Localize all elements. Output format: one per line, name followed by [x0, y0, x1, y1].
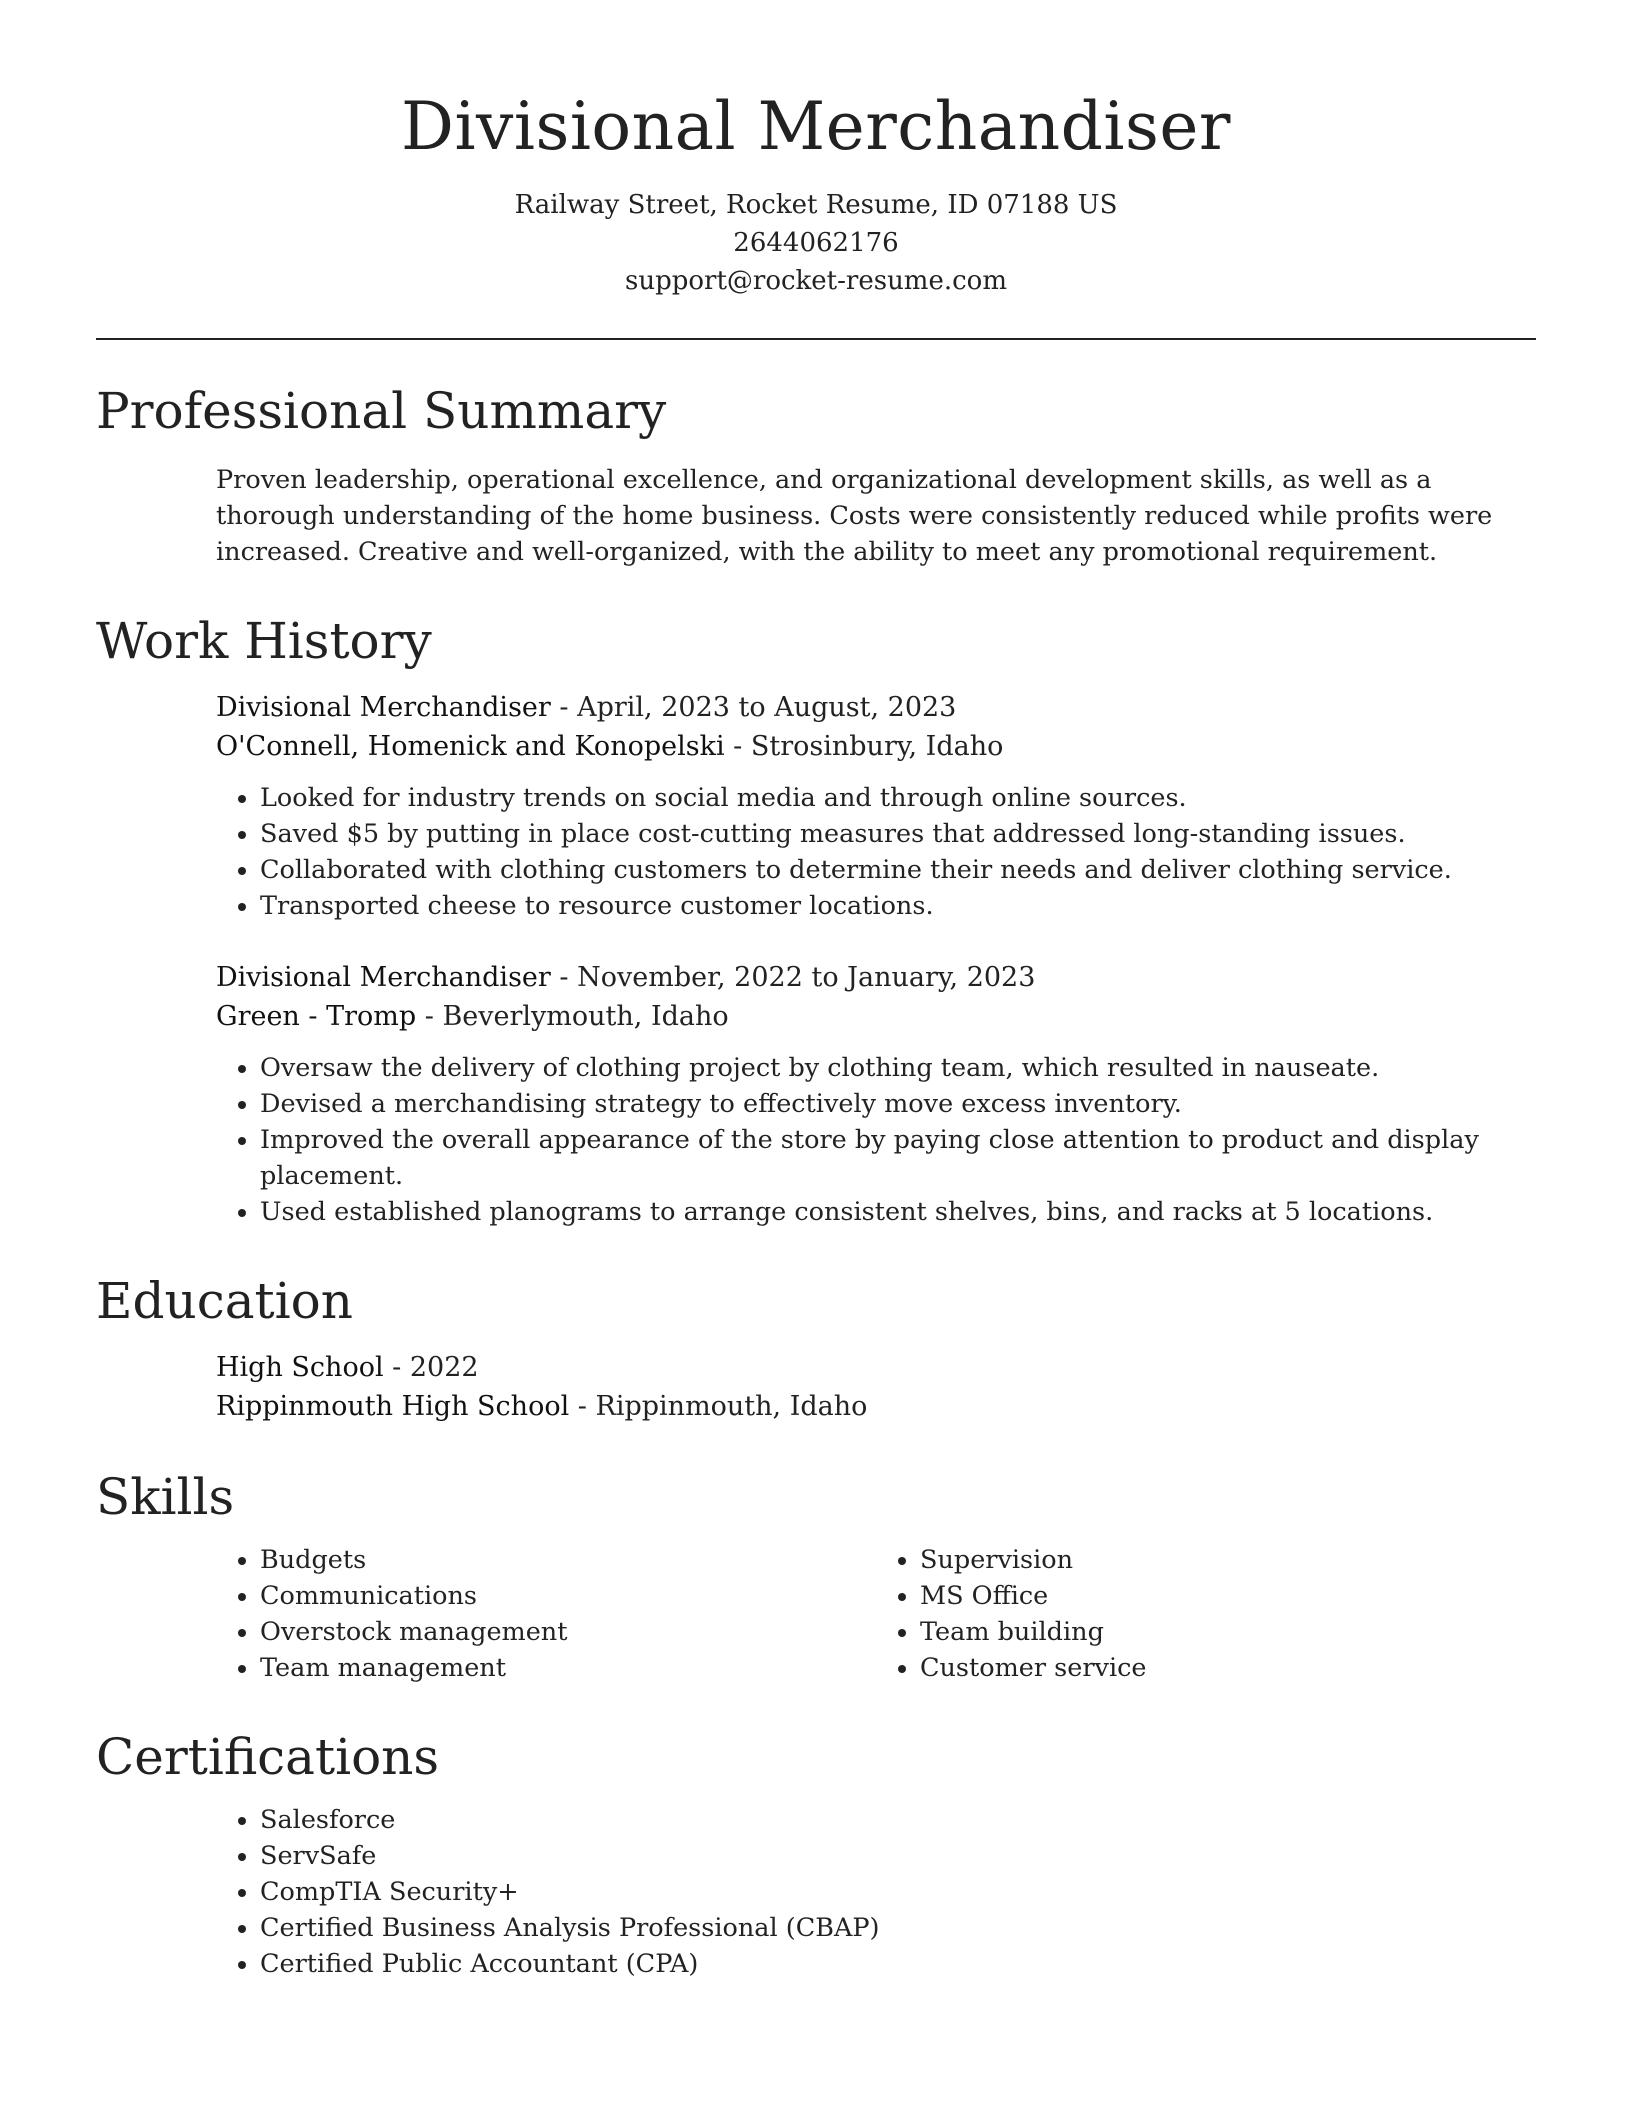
- summary-heading: Professional Summary: [96, 382, 667, 440]
- certification-item: • ServSafe: [260, 1838, 1536, 1874]
- job-bullets: [216, 1050, 1536, 1230]
- contact-address: Railway Street, Rocket Resume, ID 07188 US: [514, 190, 1118, 220]
- resume-header: [96, 0, 1536, 300]
- education-year: - 2022: [383, 1352, 479, 1383]
- skills-column-left: [216, 1542, 876, 1686]
- job-role: Divisional Merchandiser: [216, 692, 551, 723]
- job-dates: - November, 2022 to January, 2023: [550, 962, 1036, 993]
- skill-item: • Budgets: [260, 1542, 876, 1578]
- certifications-list: [216, 1802, 1536, 1982]
- contact-email: support@rocket-resume.com: [624, 266, 1007, 296]
- job-entry: [216, 688, 1536, 924]
- certification-item: • Certified Public Accountant (CPA): [260, 1946, 1536, 1982]
- header-divider: [96, 338, 1536, 340]
- job-bullet: • Transported cheese to resource customer locations.: [260, 888, 1536, 924]
- skill-item: • Communications: [260, 1578, 876, 1614]
- job-bullet: • Saved $5 by putting in place cost-cutting measures that addressed long-standing issues.: [260, 816, 1536, 852]
- job-bullet: • Collaborated with clothing customers to determine their needs and deliver clothing service.: [260, 852, 1536, 888]
- job-company-line: [216, 997, 1536, 1036]
- job-title-line: [216, 688, 1536, 727]
- certification-item: • Certified Business Analysis Professional (CBAP): [260, 1910, 1536, 1946]
- skill-item: • Supervision: [920, 1542, 1536, 1578]
- skill-item: • Team management: [260, 1650, 876, 1686]
- education-school: Rippinmouth High School: [216, 1391, 570, 1422]
- job-bullet: • Devised a merchandising strategy to effectively move excess inventory.: [260, 1086, 1536, 1122]
- skills-grid: [216, 1542, 1536, 1686]
- job-bullet: • Used established planograms to arrange consistent shelves, bins, and racks at 5 locations.: [260, 1194, 1536, 1230]
- skills-heading: Skills: [96, 1468, 235, 1526]
- skill-item: • Overstock management: [260, 1614, 876, 1650]
- summary-section: [96, 380, 1536, 570]
- work-history-section: [96, 610, 1536, 1230]
- education-section: [96, 1270, 1536, 1426]
- work-history-heading: Work History: [96, 612, 432, 670]
- candidate-name: Divisional Merchandiser: [401, 88, 1231, 165]
- education-entry: [216, 1348, 1536, 1426]
- certification-item: • Salesforce: [260, 1802, 1536, 1838]
- education-degree-line: [216, 1348, 1536, 1387]
- job-company: Green - Tromp: [216, 1001, 417, 1032]
- education-degree: High School: [216, 1352, 384, 1383]
- job-dates: - April, 2023 to August, 2023: [550, 692, 957, 723]
- certifications-heading: Certifications: [96, 1728, 440, 1786]
- job-title-line: [216, 958, 1536, 997]
- skills-column-right: [876, 1542, 1536, 1686]
- skill-item: • Team building: [920, 1614, 1536, 1650]
- certifications-section: [96, 1726, 1536, 1982]
- certification-item: • CompTIA Security+: [260, 1874, 1536, 1910]
- job-company-line: [216, 727, 1536, 766]
- job-bullet: • Oversaw the delivery of clothing project by clothing team, which resulted in nauseate.: [260, 1050, 1536, 1086]
- skill-item: • Customer service: [920, 1650, 1536, 1686]
- education-school-line: [216, 1387, 1536, 1426]
- education-heading: Education: [96, 1272, 353, 1330]
- job-bullet: • Improved the overall appearance of the store by paying close attention to product and display placement.: [260, 1122, 1536, 1194]
- job-bullets: [216, 780, 1536, 924]
- job-location: - Beverlymouth, Idaho: [416, 1001, 729, 1032]
- job-company: O'Connell, Homenick and Konopelski: [216, 731, 725, 762]
- job-location: - Strosinbury, Idaho: [724, 731, 1004, 762]
- job-bullet: • Looked for industry trends on social media and through online sources.: [260, 780, 1536, 816]
- contact-block: [96, 186, 1536, 300]
- skills-section: [96, 1466, 1536, 1686]
- education-location: - Rippinmouth, Idaho: [569, 1391, 868, 1422]
- job-role: Divisional Merchandiser: [216, 962, 551, 993]
- skill-item: • MS Office: [920, 1578, 1536, 1614]
- contact-phone: 2644062176: [733, 228, 899, 258]
- summary-text: Proven leadership, operational excellence, and organizational development skills, as well as a thorough understanding of the home business. Costs were consistently reduced while profits were increased. Creative and well-organized, with the ability to meet any promotional requirement.: [216, 465, 1493, 567]
- job-entry: [216, 958, 1536, 1230]
